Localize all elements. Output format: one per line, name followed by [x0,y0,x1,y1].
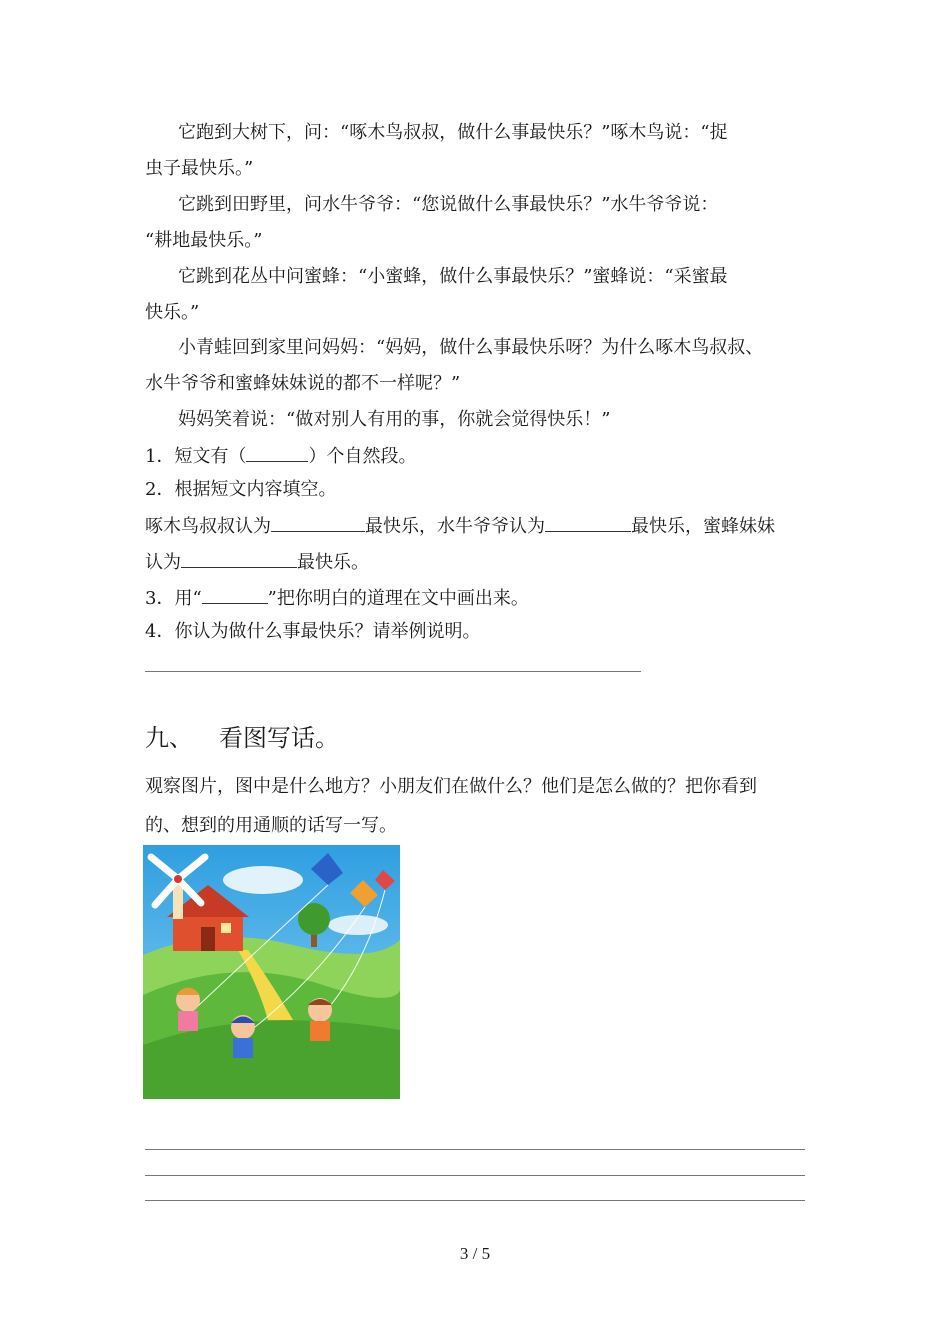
passage-paragraph-1-cont: 虫子最快乐。” [145,158,254,179]
section-9-number: 九、 [145,724,193,752]
passage-paragraph-4-cont: 水牛爷爷和蜜蜂妹妹说的都不一样呢？” [145,373,461,394]
question-2-fill-line-1 [145,513,810,539]
question-4: 4．你认为做什么事最快乐？请举例说明。 [145,621,481,642]
passage-paragraph-4: 小青蛙回到家里问妈妈：“妈妈，做什么事最快乐呀？为什么啄木鸟叔叔、 [178,337,764,358]
writing-line-3[interactable] [145,1200,805,1201]
page-number: 3 / 5 [459,1244,491,1263]
passage-paragraph-5: 妈妈笑着说：“做对别人有用的事，你就会觉得快乐！” [178,409,611,430]
question-1-suffix: ）个自然段。 [308,446,417,467]
q2-text-bee: 最快乐，蜜蜂妹妹 [631,516,775,537]
question-3 [145,585,810,611]
q2-blank-woodpecker[interactable] [271,513,365,532]
q2-text-buffalo: 最快乐，水牛爷爷认为 [365,516,545,537]
q2-text-end: 最快乐。 [297,552,369,573]
passage-paragraph-1: 它跑到大树下，问：“啄木鸟叔叔，做什么事最快乐？”啄木鸟说：“捉 [178,122,728,143]
passage-paragraph-3: 它跳到花丛中问蜜蜂：“小蜜蜂，做什么事最快乐？”蜜蜂说：“采蜜最 [178,266,728,287]
question-4-answer-line[interactable] [145,671,641,672]
question-3-suffix: ”把你明白的道理在文中画出来。 [267,588,529,609]
q2-text-woodpecker: 啄木鸟叔叔认为 [145,516,271,537]
question-2: 2．根据短文内容填空。 [145,479,337,500]
q2-blank-bee[interactable] [181,549,297,568]
question-1 [145,443,810,469]
q2-blank-buffalo[interactable] [545,513,631,532]
section-9-heading [145,722,339,754]
kite-flying-picture [143,845,400,1099]
writing-line-1[interactable] [145,1149,805,1150]
question-3-underline-sample [202,585,268,604]
section-9-prompt: 观察图片，图中是什么地方？小朋友们在做什么？他们是怎么做的？把你看到 [145,776,757,797]
question-1-prefix: 1．短文有（ [145,446,247,467]
section-9-title: 看图写话。 [219,724,339,752]
question-1-blank[interactable] [246,443,308,462]
passage-paragraph-2: 它跳到田野里，问水牛爷爷：“您说做什么事最快乐？”水牛爷爷说： [178,194,719,215]
passage-paragraph-3-cont: 快乐。” [145,302,200,323]
section-9-prompt-cont: 的、想到的用通顺的话写一写。 [145,815,397,836]
question-3-prefix: 3．用“ [145,588,202,609]
q2-text-bee-cont: 认为 [145,552,181,573]
writing-line-2[interactable] [145,1175,805,1176]
passage-paragraph-2-cont: “耕地最快乐。” [145,230,263,251]
question-2-fill-line-2 [145,549,810,575]
